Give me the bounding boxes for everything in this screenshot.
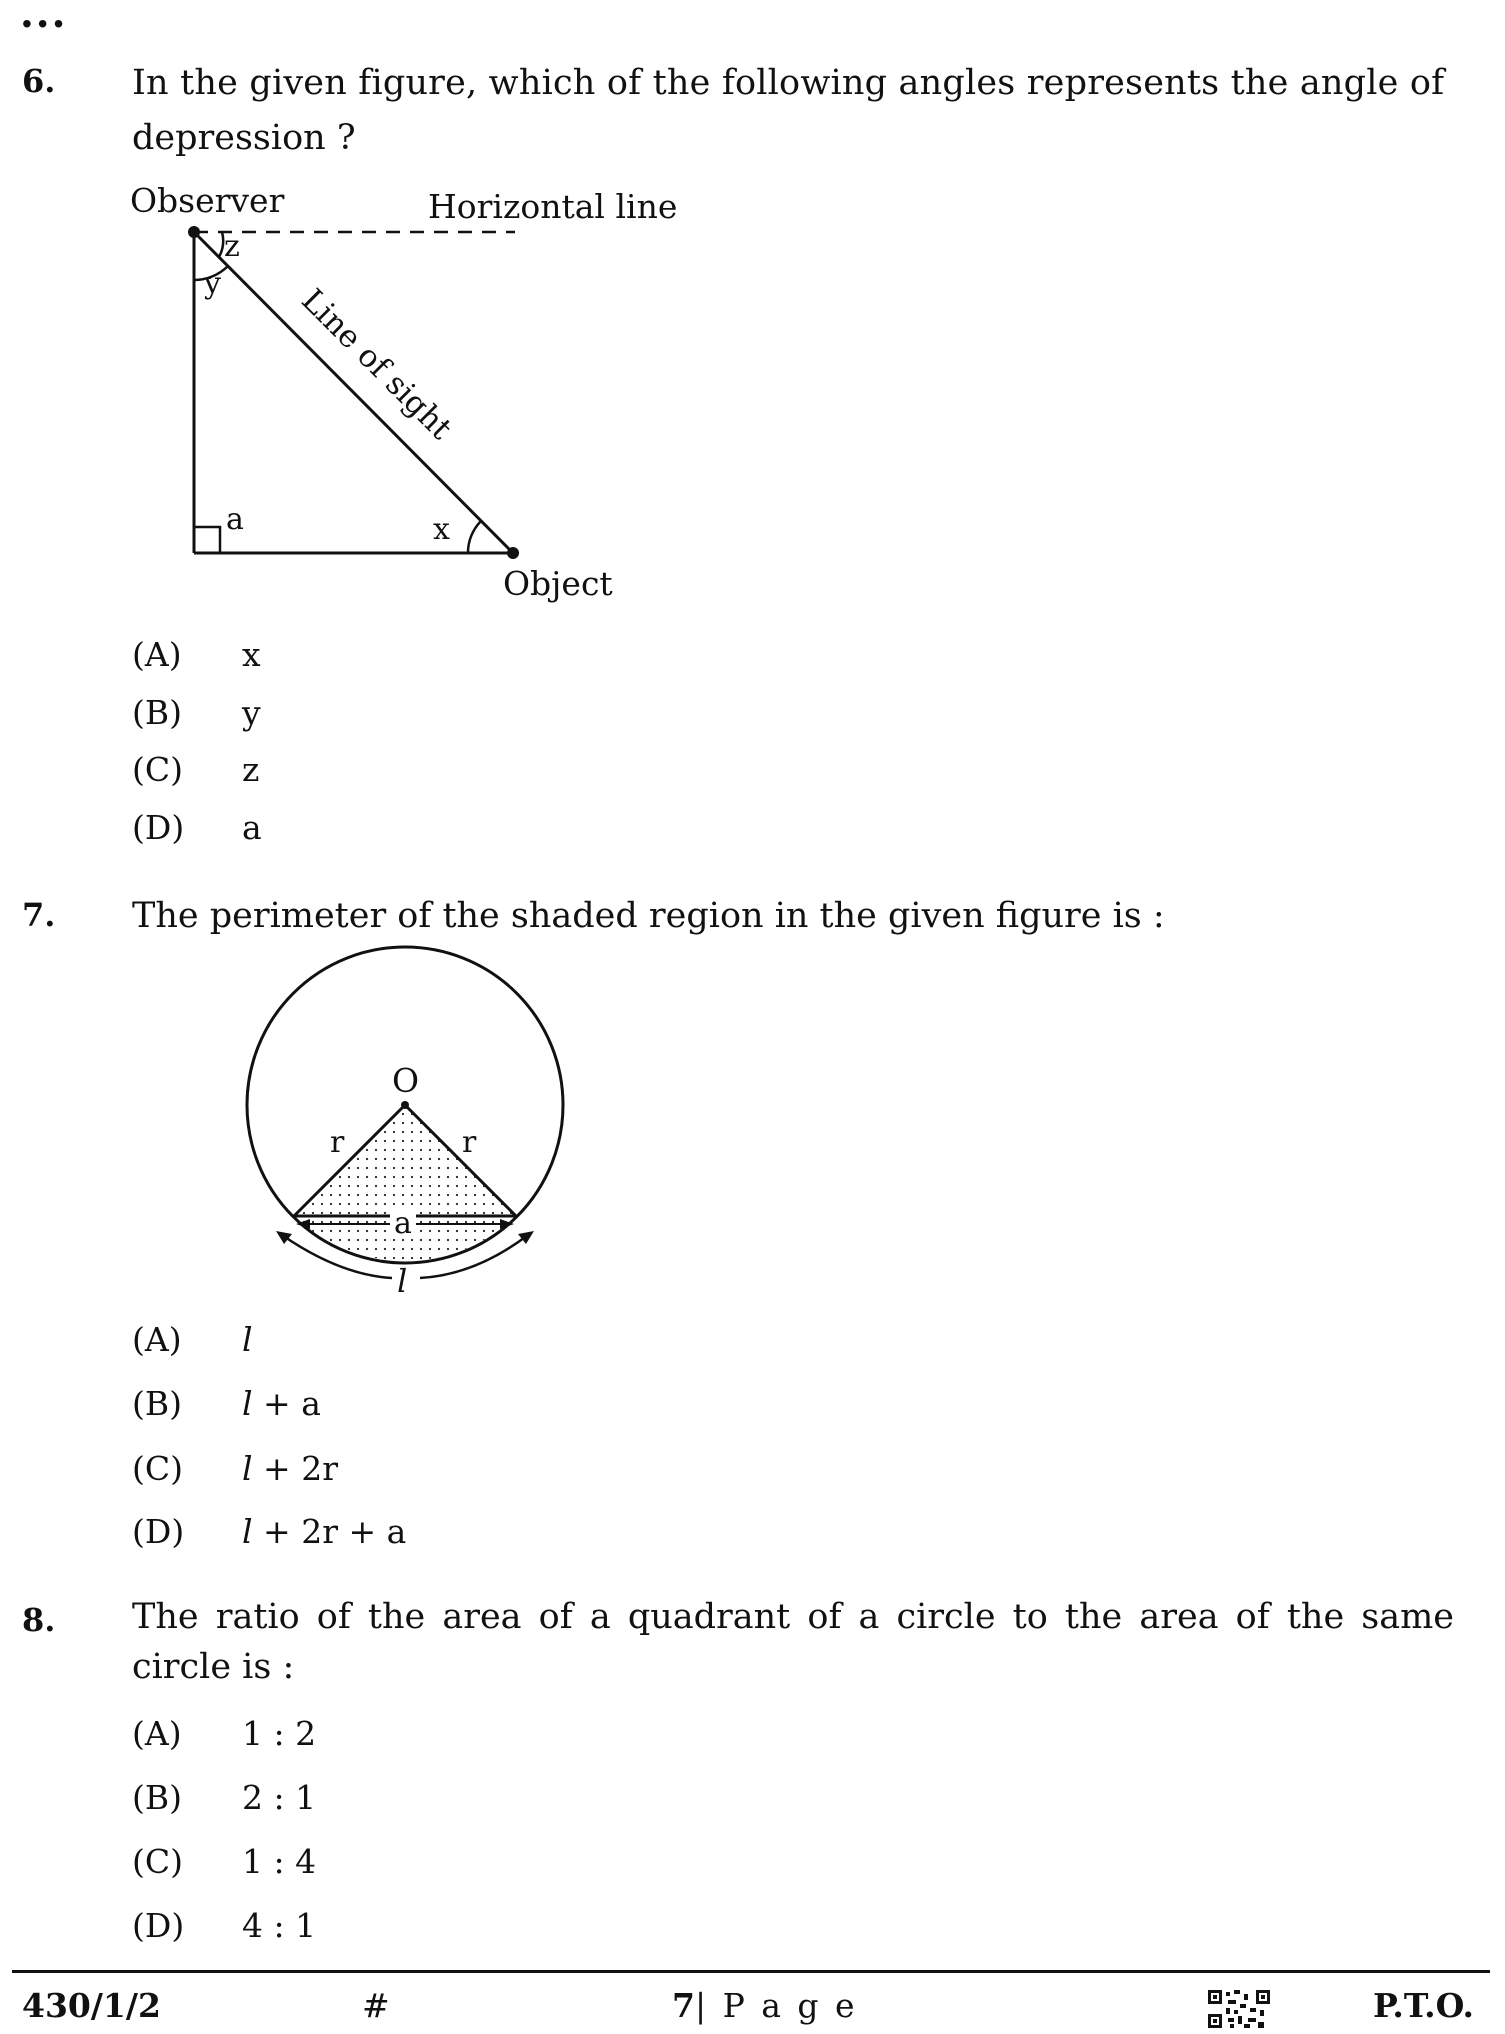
option-label: (A) — [132, 1320, 182, 1359]
q7-option-c[interactable] — [132, 1449, 338, 1488]
option-value: 1 : 4 — [242, 1842, 317, 1881]
q8-option-a[interactable] — [132, 1714, 316, 1753]
option-label: (D) — [132, 1906, 185, 1945]
option-label: (D) — [132, 808, 185, 847]
right-angle-mark — [194, 527, 220, 553]
q6-option-b[interactable] — [132, 693, 261, 732]
angle-of-depression-figure — [120, 180, 678, 603]
pto-label: P.T.O. — [1373, 1986, 1474, 2025]
question-6-line1: In the given figure, which of the following angles represents the angle of — [132, 63, 1445, 103]
option-value: a — [242, 808, 262, 847]
line-of-sight-label: Line of sight — [294, 282, 459, 447]
option-value: l + a — [242, 1384, 321, 1423]
q7-option-a[interactable] — [132, 1320, 253, 1359]
option-value: l + 2r + a — [242, 1512, 407, 1551]
option-value: x — [242, 635, 261, 674]
arc-label: l — [397, 1262, 408, 1300]
option-label: (B) — [132, 693, 182, 732]
option-value: 4 : 1 — [242, 1906, 317, 1945]
question-7-number: 7. — [22, 896, 56, 934]
question-8-line2: circle is : — [132, 1647, 295, 1687]
option-label: (C) — [132, 1842, 183, 1881]
page-word: | P a g e — [694, 1986, 858, 2025]
arc-arrow-left-head — [276, 1231, 292, 1244]
option-value: l + 2r — [242, 1449, 338, 1488]
page-number — [672, 1986, 858, 2025]
option-value: 1 : 2 — [242, 1714, 317, 1753]
question-6-number: 6. — [22, 62, 56, 100]
option-label: (B) — [132, 1384, 182, 1423]
center-label: O — [392, 1061, 420, 1100]
angle-y-label: y — [204, 266, 221, 301]
q7-option-d[interactable] — [132, 1512, 406, 1551]
angle-a-label: a — [226, 502, 244, 537]
angle-z-label: z — [224, 229, 240, 264]
more-dots-icon: ••• — [22, 8, 70, 39]
horizontal-line-label: Horizontal line — [428, 187, 678, 226]
question-8-number: 8. — [22, 1601, 56, 1639]
question-7-text: The perimeter of the shaded region in the given figure is : — [132, 896, 1165, 936]
angle-x-label: x — [433, 512, 450, 547]
option-label: (A) — [132, 1714, 182, 1753]
q7-option-b[interactable] — [132, 1384, 321, 1423]
qr-code-icon — [1208, 1990, 1272, 2030]
option-value: y — [242, 693, 261, 732]
question-8-line1: The ratio of the area of a quadrant of a circle to the area of the same — [132, 1597, 1455, 1637]
option-label: (C) — [132, 750, 183, 789]
footer-divider — [12, 1970, 1490, 1973]
option-label: (D) — [132, 1512, 185, 1551]
chord-label: a — [394, 1206, 412, 1241]
center-point — [401, 1101, 409, 1109]
option-value: l — [242, 1320, 253, 1359]
radius-right-label: r — [462, 1125, 477, 1160]
option-label: (B) — [132, 1778, 182, 1817]
q8-option-d[interactable] — [132, 1906, 316, 1945]
q6-option-a[interactable] — [132, 635, 261, 674]
radius-left-label: r — [330, 1125, 345, 1160]
observer-point — [188, 226, 200, 238]
hash-mark: # — [362, 1986, 390, 2025]
q8-option-c[interactable] — [132, 1842, 316, 1881]
question-8-text — [132, 1592, 1454, 1692]
object-point — [507, 547, 519, 559]
q6-option-c[interactable] — [132, 750, 259, 789]
option-value: 2 : 1 — [242, 1778, 317, 1817]
option-label: (A) — [132, 635, 182, 674]
page-number-value: 7 — [672, 1986, 695, 2025]
q8-option-b[interactable] — [132, 1778, 316, 1817]
option-label: (C) — [132, 1449, 183, 1488]
object-label: Object — [503, 564, 613, 603]
question-6-text — [132, 56, 1444, 166]
question-6-line2: depression ? — [132, 118, 356, 158]
q6-option-d[interactable] — [132, 808, 262, 847]
sector-figure — [230, 950, 590, 1310]
option-value: z — [242, 750, 260, 789]
angle-z-arc — [219, 232, 223, 257]
angle-x-arc — [468, 521, 481, 553]
observer-label: Observer — [130, 181, 285, 220]
paper-code: 430/1/2 — [22, 1986, 161, 2025]
